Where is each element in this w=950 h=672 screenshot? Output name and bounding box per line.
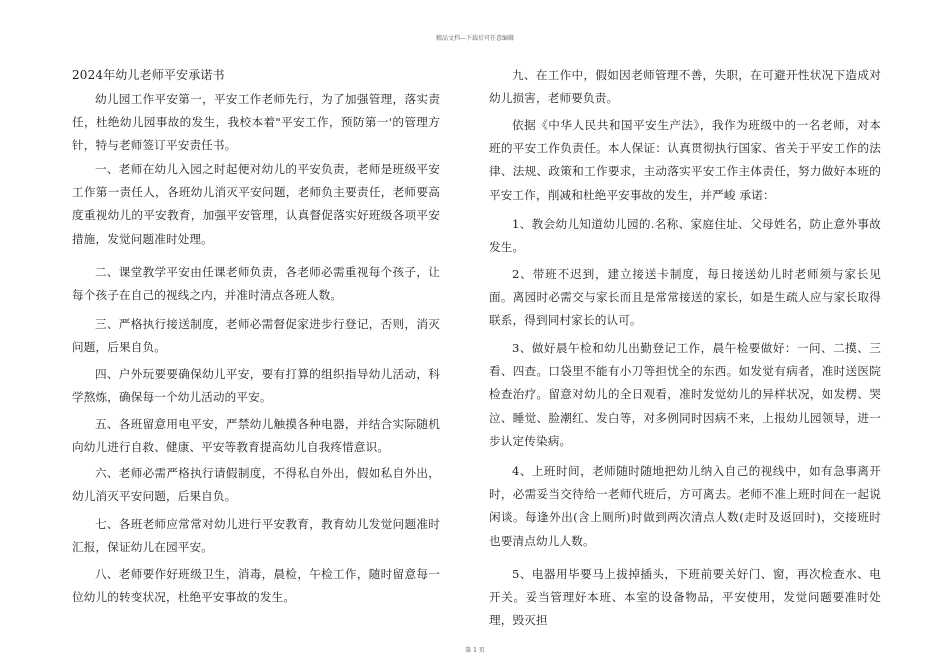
paragraph-pledge-3: 3、做好晨午检和幼儿出勤登记工作，晨午检要做好：一问、二摸、三看、四查。口袋里不能有小刀等担忧全的东西。如发觉有病者，准时送医院检查治疗。留意对幼儿的全日观看，准时发觉幼儿的异样状况，如发楞、哭泣、睡觉、脸潮红、发白等，对多例同时因病不来，上报幼儿园领导，进一步认定传染病。 [489, 341, 881, 448]
page-number: 第 1 页 [465, 647, 485, 654]
document-title: 2024年幼儿老师平安承诺书 [72, 68, 225, 82]
paragraph-item-1: 一、老师在幼儿入园之时起便对幼儿的平安负责，老师是班级平安工作第一责任人，各班幼儿消灭平安问题，老师负主要责任，老师要高度重视幼儿的平安教育，加强平安管理，认真督促落实好班级各项平安措施，发觉问题准时处理。 [72, 162, 440, 246]
paragraph-item-4: 四、户外玩要要确保幼儿平安，要有打算的组织指导幼儿活动，科学熬炼，确保每一个幼儿活动的平安。 [72, 367, 440, 405]
paragraph-pledge-1: 1、教会幼儿知道幼儿园的.名称、家庭住址、父母姓名，防止意外事故发生。 [489, 217, 881, 255]
paragraph-intro: 幼儿园工作平安第一，平安工作老师先行，为了加强管理，落实责任，杜绝幼儿园事故的发生，我校本着"平安工作，预防第一'的管理方针，特与老师签订平安责任书。 [72, 92, 440, 153]
paragraph-item-7: 七、各班老师应常常对幼儿进行平安教育，教育幼儿发觉问题准时汇报，保证幼儿在园平安。 [72, 517, 440, 555]
paragraph-item-8: 八、老师要作好班级卫生，消毒，晨检，午检工作，随时留意每一位幼儿的转变状况，杜绝平安事故的发生。 [72, 567, 440, 605]
paragraph-item-3: 三、严格执行接送制度，老师必需督促家进步行登记，否则，消灭问题，后果自负。 [72, 317, 440, 355]
page-header: 精品文档---下载后可任意编辑 [435, 35, 515, 42]
paragraph-item-6: 六、老师必需严格执行请假制度，不得私自外出，假如私自外出，幼儿消灭平安问题，后果自负。 [72, 466, 440, 504]
paragraph-pledge-4: 4、上班时间，老师随时随地把幼儿纳入自己的视线中，如有急事离开时，必需妥当交待给一老师代班后，方可离去。老师不准上班时间在一起说闲谈。每逢外出(含上厕所)时做到两次清点人数(走时及返回时)，交接班时也要清点幼儿人数。 [489, 464, 881, 548]
paragraph-pledge-2: 2、带班不迟到，建立接送卡制度，每日接送幼儿时老师须与家长见面。离园时必需交与家长而且是常常接送的家长，如是生疏人应与家长取得联系，得到同村家长的认可。 [489, 267, 881, 328]
paragraph-item-9: 九、在工作中，假如因老师管理不善，失职，在可避开性状况下造成对幼儿损害，老师要负责。 [489, 68, 881, 106]
paragraph-item-5: 五、各班留意用电平安，严禁幼儿触摸各种电器，并结合实际随机向幼儿进行自救、健康、平安等教育提高幼儿自我疼惜意识。 [72, 417, 440, 455]
paragraph-item-2: 二、课堂教学平安由任课老师负责，各老师必需重视每个孩子，让每个孩子在自己的视线之内，并准时清点各班人数。 [72, 265, 440, 303]
paragraph-pledge-intro: 依据《中华人民共和国平安生产法》，我作为班级中的一名老师，对本班的平安工作负责任。本人保证：认真贯彻执行国家、省关于平安工作的法律、法规、政策和工作要求，主动落实平安工作主体责任，努力做好本班的平安工作，削减和杜绝平安事故的发生，并严峻 承诺： [489, 118, 881, 202]
paragraph-pledge-5: 5、电器用毕要马上拔掉插头，下班前要关好门、窗，再次检查水、电开关。妥当管理好本班、本室的设备物品，平安使用，发觉问题要准时处理，毁灭担 [489, 567, 881, 628]
